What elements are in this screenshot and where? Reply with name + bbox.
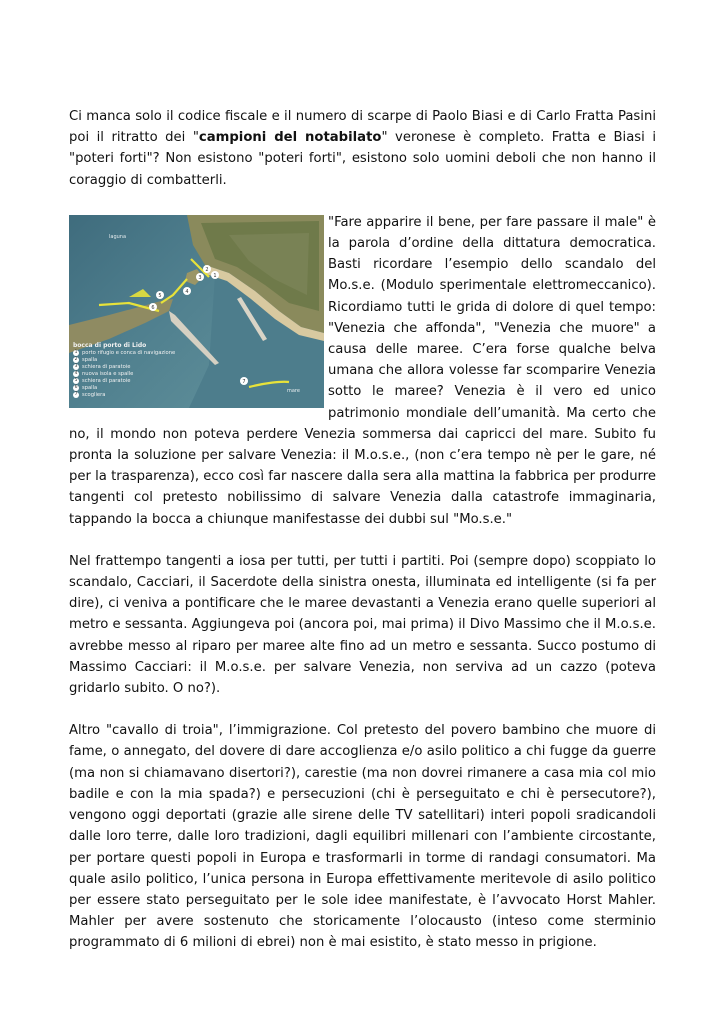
map-label-laguna: laguna	[109, 233, 127, 240]
paragraph-4: Altro "cavallo di troia", l’immigrazione. Col pretesto del povero bambino che muore di fame, o annegato, del dovere di dare accoglienza e/o asilo politico a chi fugge da guerre (ma non si chiamavano disertori?), carestie (ma non dovrei rimanere a casa mia col mio badile e con la mia spada?) e persecuzioni (chi è perseguitato e chi è persecutore?), vengono oggi deportati (grazie alle sirene delle TV satellitari) interi popoli sradicandoli dalle loro terre, dalle loro tradizioni, dagli equilibri millenari con l’ambiente circostante, per portare questi popoli in Europa e trasformarli in torme di randagi consumatori. Ma quale asilo politico, l’unica persona in Europa effettivamente meritevole di asilo politico per essere stato perseguitato per le sole idee manifestate, è l’avvocato Horst Mahler. Mahler per avere sostenuto che storicamente l’olocausto (inteso come sterminio programmato di 6 milioni di ebrei) non è mai esistito, è stato messo in prigione.	[69, 723, 656, 951]
svg-text:7: 7	[242, 378, 246, 385]
map-legend-item	[73, 371, 175, 378]
svg-text:6: 6	[151, 304, 155, 311]
legend-number: 7	[74, 392, 78, 398]
svg-text:4: 4	[185, 288, 189, 295]
paragraph-2: "Fare apparire il bene, per fare passare il male" è la parola d’ordine della dittatura democratica. Basti ricordare l’esempio dello scandalo del Mo.s.e. (Modulo sperimentale elettromeccanico). Ricordiamo tutti le grida di dolore di quel tempo: "Venezia che affonda", "Venezia che muore" a causa delle maree. C’era forse qualche belva umana che allora volesse far scomparire Venezia sotto le maree? Venezia è il vero ed unico patrimonio mondiale dell’umanità. Ma certo che no, il mondo non poteva perdere Venezia sommersa dai capricci del mare. Subito fu pronta la soluzione per salvare Venezia: il M.o.s.e., (non c’era tempo nè per le gare, né per la trasparenza), ecco così far nascere dalla sera alla mattina la fabbrica per produrre tangenti col pretesto nobilissimo di salvare Venezia dalla catastrofe immaginaria, tappando la bocca a chiunque manifestasse dei dubbi sul "Mo.s.e."	[69, 214, 656, 527]
map-legend-item	[73, 385, 175, 392]
legend-text: nuova isola e spalle	[82, 370, 134, 377]
legend-number: 2	[74, 357, 78, 363]
legend-text: spalla	[82, 384, 98, 391]
svg-text:5: 5	[158, 292, 162, 299]
legend-number: 3	[74, 364, 78, 370]
svg-text:1: 1	[213, 272, 217, 279]
map-legend-item	[73, 350, 175, 357]
legend-text: porto rifugio e conca di navigazione	[82, 349, 176, 356]
map-legend-item	[73, 392, 175, 399]
paragraph-1	[69, 106, 656, 191]
map-legend	[73, 342, 175, 399]
legend-number: 4	[74, 371, 78, 377]
paragraph-1-bold: campioni del notabilato	[198, 130, 382, 146]
map-legend-item	[73, 357, 175, 364]
legend-number: 5	[74, 378, 78, 384]
lido-inlet-map-image	[69, 215, 324, 408]
legend-number: 6	[74, 385, 78, 391]
svg-text:2: 2	[205, 266, 209, 273]
map-legend-item	[73, 378, 175, 385]
svg-text:3: 3	[198, 274, 202, 281]
paragraph-1-text-end: " veronese è completo. Fratta e Biasi i "poteri forti"? Non esistono "poteri forti", esistono solo uomini deboli che non hanno il coraggio di combatterli.	[69, 130, 656, 188]
paragraph-1-text-start: Ci manca solo il codice fiscale e il numero di scarpe di Paolo Biasi e di Carlo Fratta Pasini poi il ritratto dei "	[69, 109, 656, 146]
legend-number: 1	[74, 350, 78, 356]
map-legend-title: bocca di porto di Lido	[73, 341, 147, 349]
legend-text: scogliera	[82, 391, 106, 398]
document-body	[69, 106, 656, 954]
legend-text: schiera di paratoie	[82, 363, 131, 370]
legend-text: schiera di paratoie	[82, 377, 131, 384]
map-legend-item	[73, 364, 175, 371]
map-label-mare: mare	[287, 387, 300, 394]
legend-text: spalla	[82, 356, 98, 363]
paragraph-3: Nel frattempo tangenti a iosa per tutti, per tutti i partiti. Poi (sempre dopo) scoppiato lo scandalo, Cacciari, il Sacerdote della sinistra onesta, illuminata ed intelligente (si fa per dire), ci veniva a pontificare che le maree devastanti a Venezia erano quelle superiori al metro e sessanta. Aggiungeva poi (ancora poi, mai prima) il Divo Massimo che il M.o.s.e. avrebbe messo al riparo per maree alte fino ad un metro e sessanta. Succo postumo di Massimo Cacciari: il M.o.s.e. per salvare Venezia, non serviva ad un cazzo (poteva gridarlo subito. O no?).	[69, 553, 656, 697]
